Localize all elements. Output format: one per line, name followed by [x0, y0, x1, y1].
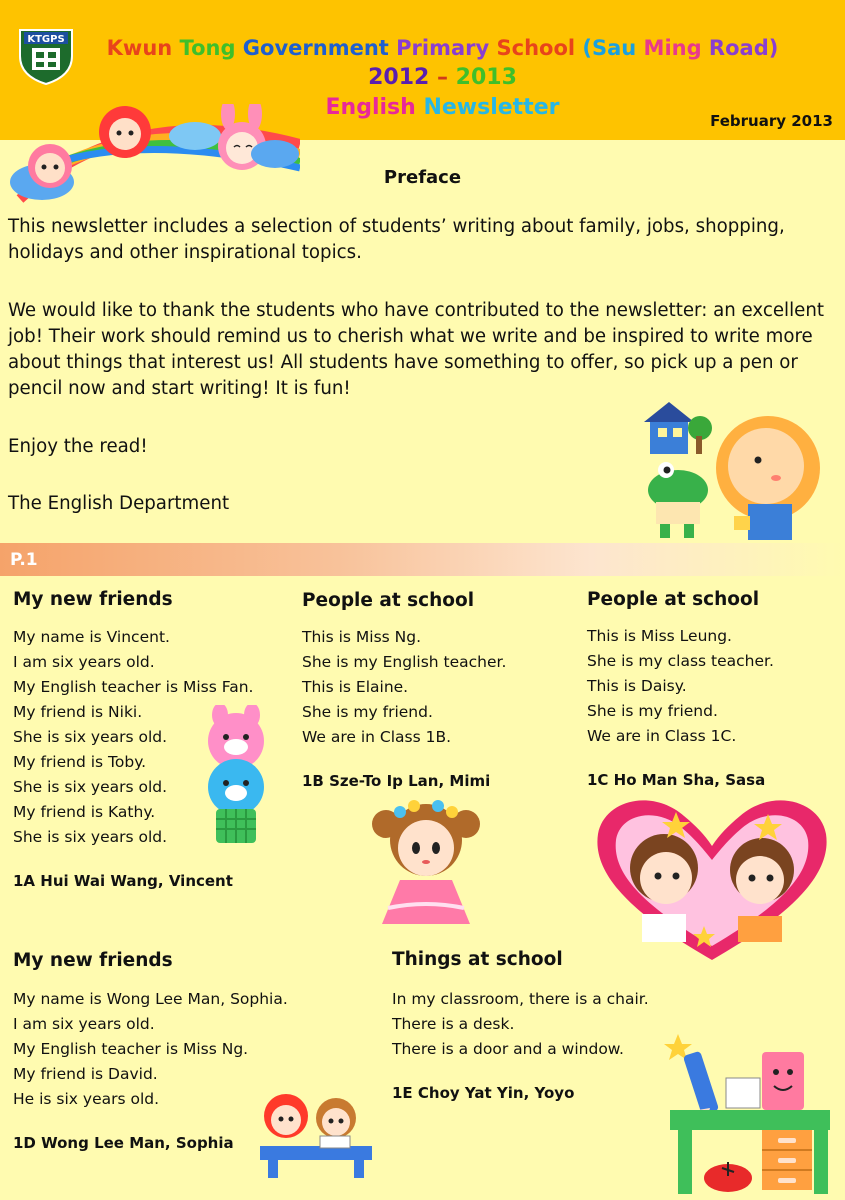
stacked-bears-illustration: [198, 705, 274, 851]
article-1c-body: [587, 624, 774, 749]
rainbow-characters-illustration: [10, 104, 300, 204]
school-name-word: Road): [701, 36, 779, 60]
article-line: My friend is Kathy.: [13, 803, 156, 821]
preface-paragraph-1: This newsletter includes a selection of students’ writing about family, jobs, shopping, holidays and other inspirational topics.: [8, 216, 785, 263]
article-line: My name is Wong Lee Man, Sophia.: [13, 990, 288, 1008]
article-line: This is Miss Leung.: [587, 627, 732, 645]
article-line: In my classroom, there is a chair.: [392, 990, 649, 1008]
year-dash: –: [437, 65, 448, 90]
article-line: My friend is David.: [13, 1065, 158, 1083]
school-name-word: Tong: [172, 36, 236, 60]
article-1a-author: 1A Hui Wai Wang, Vincent: [13, 872, 233, 890]
article-line: She is my friend.: [302, 703, 433, 721]
article-1e-author: 1E Choy Yat Yin, Yoyo: [392, 1084, 575, 1102]
school-name-word: (Sau: [575, 36, 637, 60]
article-line: This is Elaine.: [302, 678, 409, 696]
article-line: My English teacher is Miss Ng.: [13, 1040, 249, 1058]
article-line: My friend is Niki.: [13, 703, 143, 721]
heart-two-girls-illustration: [592, 794, 832, 964]
grade-label: P.1: [10, 550, 38, 570]
article-line: He is six years old.: [13, 1090, 160, 1108]
preface-closing: Enjoy the read!: [8, 436, 148, 457]
article-1d-body: [13, 987, 288, 1112]
article-line: She is six years old.: [13, 828, 168, 846]
year-start: 2012: [368, 65, 430, 90]
school-name: [0, 36, 845, 60]
article-line: My English teacher is Miss Fan.: [13, 678, 254, 696]
article-1d-title: My new friends: [13, 950, 173, 971]
newsletter-word-english: English: [325, 95, 416, 120]
kids-at-desk-illustration: [254, 1090, 378, 1180]
article-line: There is a desk.: [392, 1015, 515, 1033]
article-1c-author: 1C Ho Man Sha, Sasa: [587, 771, 766, 789]
school-name-word: Ming: [636, 36, 702, 60]
article-1d-author: 1D Wong Lee Man, Sophia: [13, 1134, 234, 1152]
article-line: She is my class teacher.: [587, 652, 774, 670]
school-name-word: Primary: [388, 36, 490, 60]
article-1b-title: People at school: [302, 590, 475, 611]
article-line: This is Miss Ng.: [302, 628, 422, 646]
article-line: I am six years old.: [13, 653, 155, 671]
article-1b-author: 1B Sze-To Ip Lan, Mimi: [302, 772, 491, 790]
article-line: This is Daisy.: [587, 677, 687, 695]
year-end: 2013: [455, 65, 517, 90]
article-line: She is six years old.: [13, 728, 168, 746]
school-year: [0, 65, 845, 90]
logo-text: KTGPS: [27, 34, 65, 45]
preface-signature: The English Department: [8, 493, 230, 514]
preface-title: Preface: [383, 167, 462, 188]
article-1e-title: Things at school: [392, 949, 563, 970]
article-1b-body: [302, 625, 506, 750]
article-line: I am six years old.: [13, 1015, 155, 1033]
grade-band-p1: [0, 543, 845, 576]
school-name-word: School: [489, 36, 576, 60]
article-line: We are in Class 1B.: [302, 728, 452, 746]
article-1a-title: My new friends: [13, 589, 173, 610]
preface-paragraph-2: We would like to thank the students who have contributed to the newsletter: an excellent job! Their work should remind us to cherish what we write and be inspired to write more about things that interest us! All students have something to offer, so pick up a pen or pencil now and start writing! It is fun!: [8, 300, 825, 399]
article-line: There is a door and a window.: [392, 1040, 624, 1058]
school-name-word: Kwun: [106, 36, 173, 60]
newsletter-word-newsletter: Newsletter: [423, 95, 560, 120]
article-line: She is six years old.: [13, 778, 168, 796]
article-line: She is my friend.: [587, 702, 718, 720]
article-line: She is my English teacher.: [302, 653, 507, 671]
house-crocodile-lion-illustration: [636, 398, 826, 548]
issue-date: February 2013: [710, 112, 833, 130]
article-1e-body: [392, 987, 649, 1062]
girl-in-pink-dress-illustration: [370, 796, 482, 928]
classroom-desk-illustration: [664, 1030, 832, 1196]
article-1c-title: People at school: [587, 589, 760, 610]
article-line: My name is Vincent.: [13, 628, 170, 646]
article-line: We are in Class 1C.: [587, 727, 737, 745]
school-name-word: Government: [235, 36, 389, 60]
article-line: My friend is Toby.: [13, 753, 147, 771]
